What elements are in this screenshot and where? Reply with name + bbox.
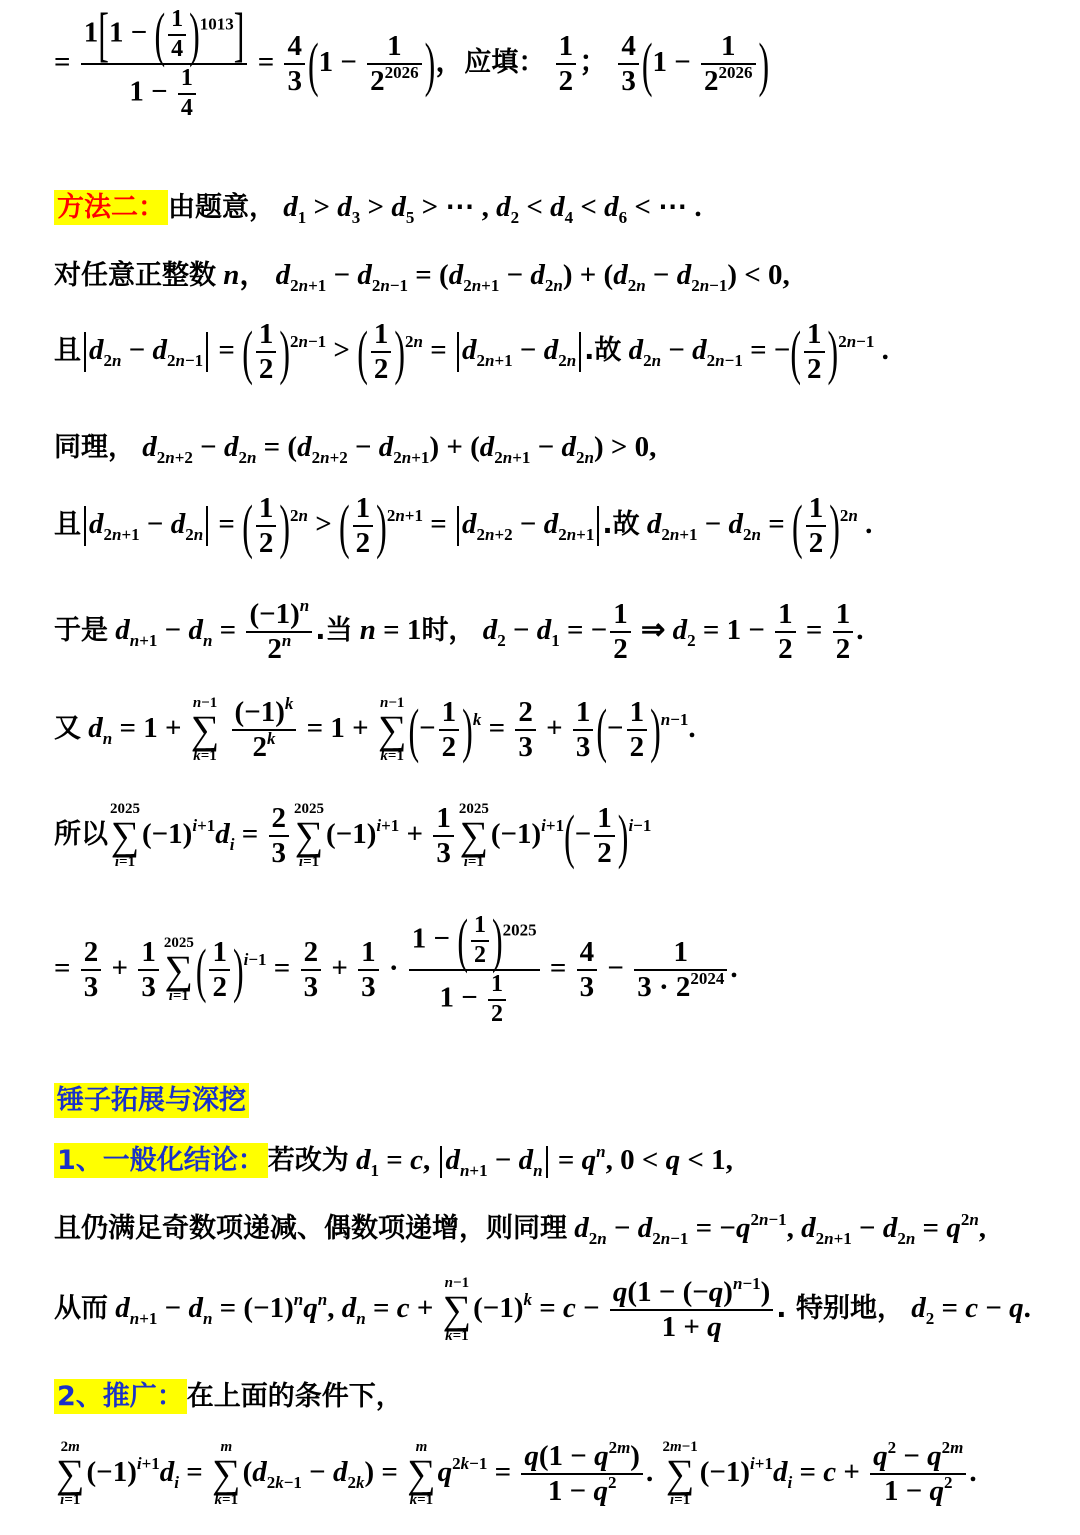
likewise-text: 同理， xyxy=(54,432,135,463)
therefore-text-2: .故 xyxy=(602,509,640,540)
promotion-label: 2、推广： xyxy=(54,1379,187,1414)
promotion-line xyxy=(54,1374,1060,1413)
method2-line: 方法二： 由题意， $d_1 > d_3 > d_5$ > ⋯ , $d_2 < d_4 < d_6$ < ⋯ . xyxy=(54,185,1060,224)
when-text: .当 xyxy=(315,615,353,646)
general-formula-line: 从而 $d_{n+1} - d_n = (-1)^nq^n$, $d_n = c$ + n−1 ∑ k=1 $(-1)^k = c$ − $\frac{q(1 - (-q)^{n-1})}{1 + q}$ . 特别地， $d_2 = c - q$. xyxy=(54,1274,1031,1345)
sum-result-line: = $\frac{2}{3}$ + $\frac{1}{3}$ 2025 ∑ i=1 ( $\frac{1}{2}$ )$^{i-1}$ = $\frac{2}{3}$ + $\frac{1}{3}$ · 1 − ( $\frac{1}{2}$ )$^{2025}$ 1 − $\frac{1}{2}$ = $\frac{4}{3}$ − $\frac{1}{3 \cdot 2^{2024}}$ . xyxy=(54,905,738,1027)
difference-formula-line: 于是 $d_{n+1} - d_n$ = $\frac{(-1)^n}{2^n}$ .当 n = 1时， $d_2 - d_1$ = − $\frac{1}{2}$ ⇒ $d_2 = 1$ − $\frac{1}{2}$ = $\frac{1}{2}$ . xyxy=(54,596,864,666)
and-text-1: 且 xyxy=(54,335,81,366)
general-text: 若改为 xyxy=(267,1145,349,1176)
therefore-text-1: .故 xyxy=(584,335,622,366)
method2-label: 方法二： xyxy=(54,190,168,225)
abs-compare-line-1: 且 $d_{2n} - d_{2n-1}$ = ( $\frac{1}{2}$ )$^{2n-1}$ > ( $\frac{1}{2}$ )$^{2n} = d_{2n+1} - d_{2n}$ .故 $d_{2n} - d_{2n-1}$ = −( $\frac{1}{2}$ )$^{2n-1}$ . xyxy=(54,317,889,386)
hence-text: 从而 xyxy=(54,1293,108,1324)
even-step-line: 同理， $d_{2n+2} - d_{2n} = (d_{2n+2} - d_{2n+1}) + (d_{2n+1} - d_{2n}) > 0$, xyxy=(54,431,657,467)
abs-compare-line-2: 且 $d_{2n+1} - d_{2n}$ = ( $\frac{1}{2}$ )$^{2n}$ > ( $\frac{1}{2}$ )$^{2n+1} = d_{2n+2} - d_{2n+1}$ .故 $d_{2n+1} - d_{2n}$ = ( $\frac{1}{2}$ )$^{2n}$ . xyxy=(54,491,873,560)
special-text: . 特别地， xyxy=(776,1293,904,1324)
thus-text: 于是 xyxy=(54,615,108,646)
section-title: 锤子拓展与深挖 xyxy=(54,1083,249,1118)
answer-label: 应填： xyxy=(464,46,546,78)
odd-step-line: 对任意正整数 n， $d_{2n+1} - d_{2n-1} = (d_{2n+1} - d_{2n}) + (d_{2n} - d_{2n-1}) < 0$, xyxy=(54,259,790,295)
and-text-2: 且 xyxy=(54,509,81,540)
arbitrary-text: 对任意正整数 xyxy=(54,260,216,291)
also-text: 又 xyxy=(54,713,81,744)
sum-split-line: 所以 2025 ∑ i=1 $(-1)^{i+1}d_i$ = $\frac{2}{3}$ 2025 ∑ i=1 $(-1)^{i+1}$ + $\frac{1}{3}$ 2025 ∑ i=1 $(-1)^{i+1}(-$ $\frac{1}{2}$ )$^{i-1}$ xyxy=(54,801,652,871)
method1-result-line: = 1[1 − ( $\frac{1}{4}$ )$^{1013}$] 1 − $\frac{1}{4}$ = $\frac{4}{3}$ (1 − $\frac{1}{2^{2026}}$ )，应填： $\frac{1}{2}$ ； $\frac{4}{3}$ (1 − $\frac{1}{2^{2026}}$ ) xyxy=(54,0,770,121)
general-condition-line: 且仍满足奇数项递减、偶数项递增，则同理 $d_{2n} - d_{2n-1} = -q^{2n-1}$, $d_{2n+1} - d_{2n} = q^{2n}$, xyxy=(54,1210,987,1248)
promotion-text: 在上面的条件下， xyxy=(186,1381,403,1412)
general-conclusion-line: 1、一般化结论： 若改为 $d_1 = c$, $d_{n+1} - d_n = q^n$, 0 < q < 1, xyxy=(54,1138,1060,1178)
time-text: 时， xyxy=(421,615,476,646)
promotion-formula-line: 2m ∑ i=1 $(-1)^{i+1}d_i$ = m ∑ k=1 $(d_{2k-1} - d_{2k})$ = m ∑ k=1 $q^{2k-1}$ = $\frac{q(1 - q^{2m})}{1 - q^2}$ . 2m−1 ∑ i=1 $(-1)^{i+1}d_i = c$ + $\frac{q^2 - q^{2m}}{1 - q^2}$ . xyxy=(56,1438,977,1509)
section-title-line xyxy=(54,1078,1060,1117)
general-condition-text: 且仍满足奇数项递减、偶数项递增，则同理 xyxy=(54,1213,567,1244)
so-text: 所以 xyxy=(54,819,108,850)
intro-text: 由题意， xyxy=(168,192,276,223)
general-label: 1、一般化结论： xyxy=(54,1143,268,1178)
general-term-line: 又 $d_n = 1$ + n−1 ∑ k=1 $\frac{(-1)^k}{2^k}$ = 1 + n−1 ∑ k=1 (− $\frac{1}{2}$ )$^k$ = $\frac{2}{3}$ + $\frac{1}{3}$ (− $\frac{1}{2}$ )$^{n-1}$. xyxy=(54,694,696,765)
